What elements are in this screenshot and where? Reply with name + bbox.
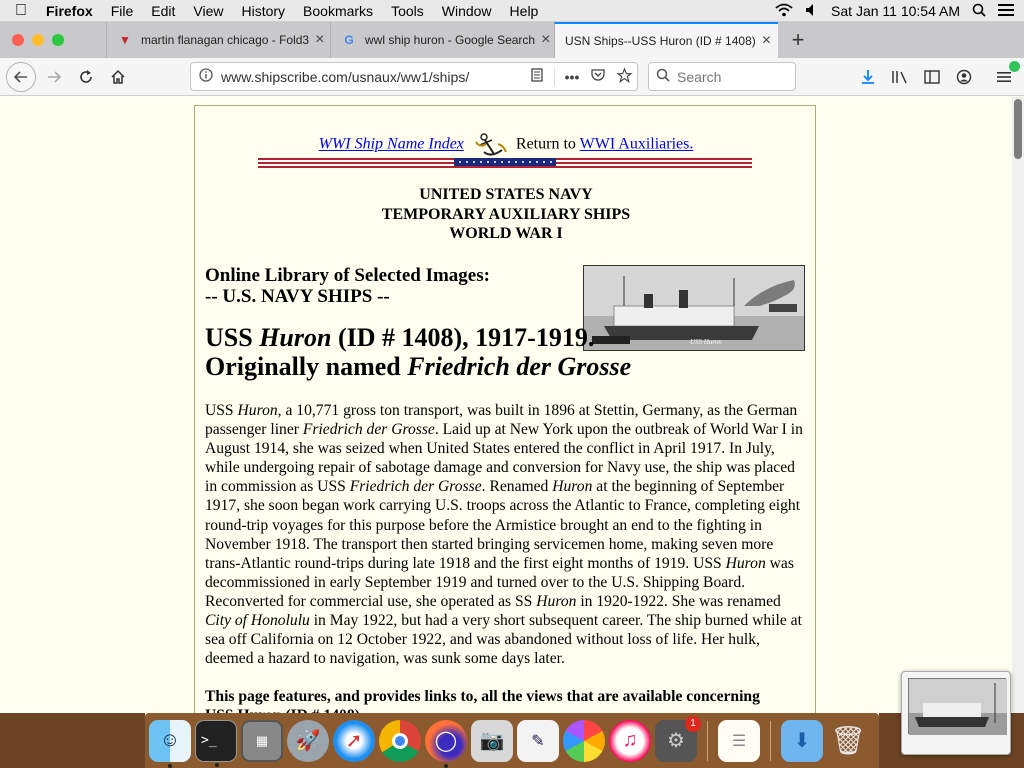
close-tab-icon[interactable]: × [541,31,551,48]
ship-name: Friedrich der Grosse [302,421,435,439]
dock-separator [770,721,771,761]
ship-name: Huron [725,554,766,572]
spotlight-icon[interactable] [972,3,986,20]
search-placeholder: Search [677,68,722,85]
preview-image [908,678,1006,734]
notification-center-icon[interactable] [998,3,1014,20]
return-to-text: Return to [515,135,576,153]
navigation-toolbar [0,58,1024,96]
back-button[interactable] [6,62,36,92]
close-tab-icon[interactable]: × [315,31,325,48]
reader-view-icon[interactable] [524,68,550,85]
chrome-icon[interactable] [379,720,421,762]
safari-icon[interactable]: ➚ [333,720,375,762]
terminal-icon[interactable]: >_ [195,720,237,762]
tab-google-search[interactable] [330,22,554,58]
ship-name: Huron [552,478,593,496]
text-run: USS [205,402,238,419]
running-indicator [168,764,172,768]
ship-name: City of Honolulu [205,612,310,630]
zoom-window-button[interactable] [52,34,64,46]
chrome-center-icon [392,733,408,749]
anchor-icon [474,132,508,158]
text-run: , a 10,771 gross ton transport, was built in 1896 at Stettin, Germany, as the German passenger liner [205,402,798,439]
heading-line: TEMPORARY AUXILIARY SHIPS [381,205,631,223]
bookmark-star-icon[interactable] [611,68,637,86]
url-bar[interactable] [190,62,638,91]
title-ship-name: Huron [259,323,332,352]
pocket-icon[interactable] [585,68,611,85]
search-bar[interactable] [648,62,796,91]
calculator-icon[interactable]: ▦ [241,720,283,762]
menu-edit[interactable]: Edit [151,2,176,19]
new-tab-button[interactable]: + [791,27,805,52]
menu-file[interactable]: File [110,2,134,19]
title-suffix: (ID # 1408), 1917-1919. [331,323,595,352]
title-line-1 [205,323,631,352]
text-run: . Renamed [481,478,553,496]
volume-icon[interactable] [805,3,819,20]
text-run: . Laid up at New York upon the outbreak of World War I in August 1914, she was seized when United States entered the conflict in April 1917. In July, while undergoing repair of sabotage damage and conversion for Navy use, the ship was placed in commission as USS [205,421,803,496]
ship-name: Huron [237,402,278,419]
system-preferences-icon[interactable]: ⚙ 1 [655,720,697,762]
home-icon [110,69,126,85]
heading-line: UNITED STATES NAVY [419,186,593,203]
text-run: was decommissioned in early September 1919 and turned over to the U.S. Shipping Board. Reconverted for commercial use, she operated as SS [205,554,794,610]
trash-icon[interactable]: 🗑 [830,725,866,756]
text-run: in 1920-1922. She was renamed [576,592,781,610]
update-available-icon [1009,61,1020,72]
flag-divider [258,158,752,170]
dock [145,713,879,768]
google-favicon-icon: G [344,33,354,47]
scrollbar-thumb[interactable] [1014,99,1022,159]
fold3-favicon-icon: ▼ [119,33,131,47]
tab-uss-huron[interactable] [554,22,778,58]
original-name-prefix: Originally named [205,352,408,381]
ship-name: Friedrich der Grosse [349,478,482,496]
sidebar-button[interactable] [918,63,946,91]
page-title [205,323,631,381]
tab-title: USN Ships--USS Huron (ID # 1408) [565,34,756,48]
close-window-button[interactable] [12,34,24,46]
downloads-button[interactable] [854,63,882,91]
menu-window[interactable]: Window [441,2,492,19]
menu-history[interactable]: History [241,2,286,19]
section-heading [195,185,817,244]
heading-line: WORLD WAR I [449,225,563,242]
tab-fold3[interactable] [106,22,330,58]
search-icon [649,68,677,85]
menu-clock[interactable]: Sat Jan 11 10:54 AM [831,3,960,19]
photo-caption: USS Huron [690,338,722,346]
account-button[interactable] [950,63,978,91]
running-indicator [444,764,448,768]
wifi-icon[interactable] [775,3,793,20]
finder-icon[interactable]: ☺ [149,720,191,762]
top-links [195,132,817,158]
itunes-icon[interactable]: ♫ [609,720,651,762]
notes-icon[interactable]: ☰ [718,720,760,762]
page-viewport [0,97,1012,713]
menu-app-firefox[interactable]: Firefox [46,2,93,19]
launchpad-icon[interactable]: 🚀 [287,720,329,762]
menu-view[interactable]: View [193,2,224,19]
tab-title: wwl ship huron - Google Search [365,33,536,47]
reload-icon [78,69,94,85]
library-line: Online Library of Selected Images: [205,265,490,286]
minimize-window-button[interactable] [32,34,44,46]
forward-button[interactable] [40,63,68,91]
apple-menu-icon[interactable] [0,2,42,20]
library-icon [891,69,909,85]
page-frame [194,105,816,745]
menu-help[interactable]: Help [509,2,539,19]
back-arrow-icon [13,69,29,85]
desktop-background [0,713,145,768]
original-ship-name: Friedrich der Grosse [407,352,632,381]
running-indicator [215,763,219,767]
account-icon [956,69,972,85]
preview-icon[interactable]: 📷 [471,720,513,762]
screenshot-preview-thumbnail[interactable] [901,671,1011,755]
menu-bookmarks[interactable]: Bookmarks [303,2,374,19]
forward-arrow-icon [46,69,62,85]
features-line: This page features, and provides links to, all the views that are available concerning [205,688,760,705]
menu-button[interactable] [990,63,1018,91]
notification-badge: 1 [685,716,701,732]
download-arrow-icon [860,69,876,85]
ship-name-index-link[interactable]: WWI Ship Name Index [318,135,464,153]
home-button[interactable] [104,63,132,91]
menu-bar [0,0,1024,22]
history-paragraph [205,401,805,668]
text-run: in May 1922, but had a very short subsequent career. The ship burned while at sea off California on 12 October 1922, and was abandoned without loss of life. Her hulk, deemed a hazard to navigation, was sunk some days later. [205,612,802,668]
library-heading [205,265,490,307]
menu-tools[interactable]: Tools [391,2,424,19]
text-run: at the beginning of September 1917, she soon began work carrying U.S. troops across the Atlantic to France, completing eight round-trip voyages for this purpose before the Armistice brought an end to the fighting in November 1918. The transport then started bringing servicemen home, making seven more trans-Atlantic round-trips during late 1918 and the first eight months of 1919. USS [205,478,801,572]
close-tab-icon[interactable]: × [761,32,772,49]
firefox-icon[interactable]: ◯ [425,720,467,762]
title-prefix: USS [205,323,260,352]
page-actions-icon[interactable]: ••• [564,68,580,85]
window-controls [0,22,106,58]
tab-strip [0,22,1024,58]
hamburger-menu-icon [996,69,1012,85]
wwi-auxiliaries-link[interactable]: WWI Auxiliaries. [579,135,694,153]
title-line-2 [205,352,631,381]
downloads-folder-icon[interactable]: ⬇ [781,720,823,762]
vertical-scrollbar[interactable] [1012,97,1024,713]
sidebar-icon [924,69,940,85]
ship-name: Huron [536,592,577,610]
textedit-icon[interactable]: ✎ [517,720,559,762]
library-line: -- U.S. NAVY SHIPS -- [205,286,390,307]
tab-title: martin flanagan chicago - Fold3 [141,33,310,47]
dock-separator [707,721,708,761]
site-info-icon[interactable] [191,68,221,85]
library-button[interactable] [886,63,914,91]
photos-icon[interactable] [563,720,605,762]
reload-button[interactable] [72,63,100,91]
url-text[interactable]: www.shipscribe.com/usnaux/ww1/ships/ [221,68,470,85]
